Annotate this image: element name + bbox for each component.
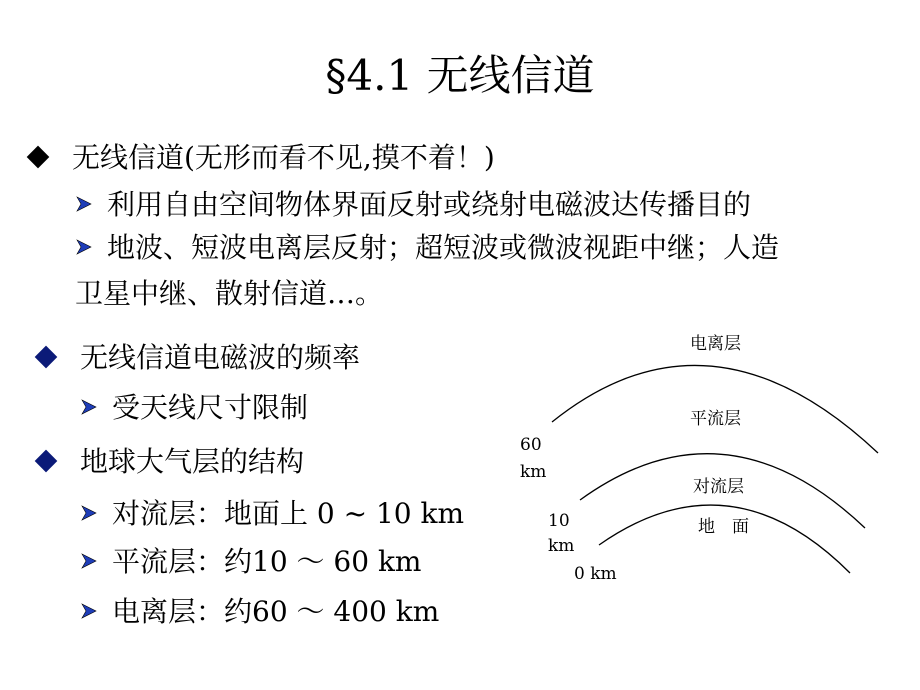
diamond-icon (35, 345, 58, 368)
arrowhead-icon (80, 602, 98, 620)
sub-bullet-propagation-modes (75, 230, 779, 266)
bullet-frequency (38, 340, 360, 376)
label-ground: 地 面 (698, 517, 749, 537)
bullet-wireless-channel (30, 140, 495, 176)
sub-bullet-free-space (75, 187, 751, 223)
diamond-icon (35, 449, 58, 472)
sub-bullet-text: 电离层：约60 ～ 400 km (112, 595, 440, 628)
slide-title: §4.1 无线信道 (325, 51, 595, 100)
bullet-text: 无线信道电磁波的频率 (80, 341, 361, 374)
diamond-icon (27, 145, 50, 168)
bullet-atmosphere (38, 444, 304, 480)
label-stratosphere: 平流层 (690, 409, 741, 429)
label-troposphere: 对流层 (693, 477, 744, 497)
arrowhead-icon (80, 504, 98, 522)
atmosphere-diagram (510, 325, 910, 595)
bullet-text: 地球大气层的结构 (80, 445, 305, 478)
arrowhead-icon (80, 552, 98, 570)
sub-bullet-text: 利用自由空间物体界面反射或绕射电磁波达传播目的 (107, 188, 752, 221)
arrowhead-icon (80, 398, 98, 416)
sub-bullet-text: 地波、短波电离层反射；超短波或微波视距中继；人造 (107, 231, 780, 264)
sub-bullet-stratosphere (80, 544, 421, 580)
sub-bullet-troposphere (80, 496, 464, 532)
sub-bullet-text: 平流层：约10 ～ 60 km (112, 545, 422, 578)
arrowhead-icon (75, 195, 93, 213)
label-alt-10-unit: km (548, 536, 575, 556)
ground-arc (599, 505, 850, 573)
sub-bullet-text: 受天线尺寸限制 (112, 391, 309, 424)
sub-bullet-continuation: 卫星中继、散射信道…。 (75, 277, 384, 310)
label-alt-10: 10 (548, 511, 570, 531)
sub-bullet-text: 对流层：地面上 0 ~ 10 km (112, 497, 465, 530)
label-alt-60: 60 (520, 435, 542, 455)
label-alt-60-unit: km (520, 462, 547, 482)
label-alt-0: 0 km (574, 564, 617, 584)
sub-bullet-ionosphere (80, 594, 439, 630)
bullet-text: 无线信道(无形而看不见,摸不着！) (72, 141, 495, 174)
label-ionosphere: 电离层 (690, 334, 741, 354)
sub-bullet-antenna-size (80, 390, 308, 426)
arrowhead-icon (75, 238, 93, 256)
